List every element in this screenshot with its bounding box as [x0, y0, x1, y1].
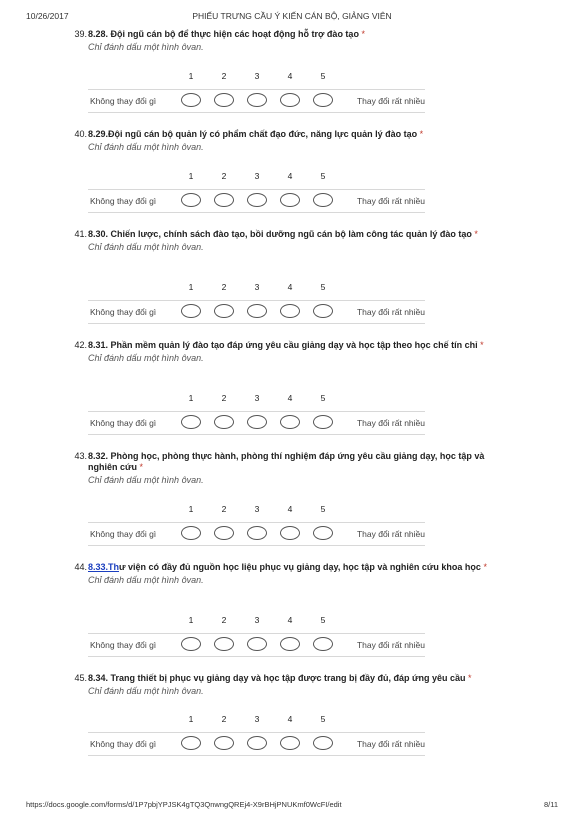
scale-option-4-radio[interactable] — [280, 93, 300, 107]
page-title: PHIẾU TRƯNG CẦU Ý KIẾN CÁN BỘ, GIẢNG VIÊN — [192, 11, 392, 21]
question-text — [88, 451, 510, 473]
scale-row — [88, 633, 425, 657]
scale-number-5: 5 — [320, 615, 326, 625]
scale-option-3-radio[interactable] — [247, 637, 267, 651]
scale-option-5-radio[interactable] — [313, 637, 333, 651]
required-marker: * — [468, 673, 472, 683]
scale-number-1: 1 — [188, 714, 194, 724]
scale-high-label: Thay đổi rất nhiều — [356, 640, 425, 650]
scale-numbers — [88, 504, 425, 516]
question-number: 42. — [74, 340, 87, 350]
scale-number-3: 3 — [254, 504, 260, 514]
scale-option-2-radio[interactable] — [214, 637, 234, 651]
question-hint: Chỉ đánh dấu một hình ôvan. — [88, 353, 204, 363]
scale-low-label: Không thay đổi gì — [90, 307, 157, 317]
scale-low-label: Không thay đổi gì — [90, 418, 157, 428]
scale-high-label: Thay đổi rất nhiều — [356, 529, 425, 539]
scale-row — [88, 300, 425, 324]
scale-number-5: 5 — [320, 282, 326, 292]
scale-option-3-radio[interactable] — [247, 415, 267, 429]
scale-number-4: 4 — [287, 504, 293, 514]
question-text-content: ư viện có đầy đủ nguồn học liệu phục vụ giảng dạy, học tập và nghiên cứu khoa học — [119, 562, 481, 572]
scale-option-2-radio[interactable] — [214, 736, 234, 750]
scale-number-4: 4 — [287, 615, 293, 625]
question-text — [88, 340, 510, 351]
question-42 — [70, 340, 510, 363]
required-marker: * — [139, 462, 144, 472]
scale-number-3: 3 — [254, 282, 260, 292]
question-number: 39. — [74, 29, 87, 39]
question-number: 41. — [74, 229, 87, 239]
scale-number-3: 3 — [254, 171, 260, 181]
scale-number-4: 4 — [287, 171, 293, 181]
required-marker: * — [480, 340, 484, 350]
scale-low-label: Không thay đổi gì — [90, 196, 157, 206]
question-hint: Chỉ đánh dấu một hình ôvan. — [88, 475, 204, 485]
scale-option-3-radio[interactable] — [247, 93, 267, 107]
question-text — [88, 29, 510, 40]
scale-number-2: 2 — [221, 504, 227, 514]
required-marker: * — [419, 129, 424, 139]
scale-option-3-radio[interactable] — [247, 736, 267, 750]
scale-number-1: 1 — [188, 71, 194, 81]
scale-option-5-radio[interactable] — [313, 193, 333, 207]
question-text — [88, 562, 510, 573]
scale-number-4: 4 — [287, 282, 293, 292]
required-marker: * — [361, 29, 365, 39]
question-39 — [70, 29, 510, 52]
scale-number-5: 5 — [320, 504, 326, 514]
question-44 — [70, 562, 510, 585]
question-text-content: 8.34. Trang thiết bị phục vụ giảng dạy và học tập được trang bị đầy đủ, đáp ứng yêu cầu — [88, 673, 466, 683]
scale-numbers — [88, 714, 425, 726]
question-43 — [70, 451, 510, 485]
scale-high-label: Thay đổi rất nhiều — [356, 307, 425, 317]
question-title — [70, 340, 510, 351]
scale-high-label: Thay đổi rất nhiều — [356, 196, 425, 206]
question-title — [70, 129, 510, 140]
print-date: 10/26/2017 — [26, 11, 69, 21]
question-text-content: 8.28. Đội ngũ cán bộ để thực hiện các hoạt động hỗ trợ đào tạo — [88, 29, 359, 39]
scale-option-2-radio[interactable] — [214, 304, 234, 318]
scale-high-label: Thay đổi rất nhiều — [356, 739, 425, 749]
scale-number-4: 4 — [287, 393, 293, 403]
scale-option-4-radio[interactable] — [280, 415, 300, 429]
footer-url: https://docs.google.com/forms/d/1P7pbjYPJSK4gTQ3QnwngQREj4-X9rBHjPNUKmf0WcFI/edit — [26, 800, 342, 809]
scale-option-1-radio[interactable] — [181, 736, 201, 750]
question-title — [70, 562, 510, 573]
scale-number-5: 5 — [320, 71, 326, 81]
question-text — [88, 229, 510, 240]
scale-number-1: 1 — [188, 171, 194, 181]
page-number: 8/11 — [543, 800, 558, 809]
scale-option-2-radio[interactable] — [214, 526, 234, 540]
scale-number-2: 2 — [221, 71, 227, 81]
scale-option-1-radio[interactable] — [181, 304, 201, 318]
scale-option-1-radio[interactable] — [181, 193, 201, 207]
scale-option-5-radio[interactable] — [313, 304, 333, 318]
scale-low-label: Không thay đổi gì — [90, 96, 157, 106]
scale-option-4-radio[interactable] — [280, 736, 300, 750]
question-text — [88, 673, 510, 684]
question-number: 44. — [74, 562, 87, 572]
question-text-content: 8.29.Đội ngũ cán bộ quản lý có phẩm chất đạo đức, năng lực quản lý đào tạo — [88, 129, 418, 139]
scale-option-2-radio[interactable] — [214, 193, 234, 207]
scale-option-1-radio[interactable] — [181, 637, 201, 651]
scale-number-2: 2 — [221, 714, 227, 724]
scale-numbers — [88, 393, 425, 405]
scale-option-4-radio[interactable] — [280, 304, 300, 318]
question-number: 45. — [74, 673, 87, 683]
scale-option-5-radio[interactable] — [313, 526, 333, 540]
question-text-content: 8.32. Phòng học, phòng thực hành, phòng thí nghiệm đáp ứng yêu cầu giảng dạy, học tập và nghiên cứu — [88, 451, 485, 472]
question-hint: Chỉ đánh dấu một hình ôvan. — [88, 686, 204, 696]
question-40 — [70, 129, 510, 152]
scale-option-4-radio[interactable] — [280, 526, 300, 540]
scale-number-2: 2 — [221, 615, 227, 625]
question-title — [70, 673, 510, 684]
scale-high-label: Thay đổi rất nhiều — [356, 96, 425, 106]
question-title — [70, 451, 510, 473]
question-hint: Chỉ đánh dấu một hình ôvan. — [88, 142, 204, 152]
scale-low-label: Không thay đổi gì — [90, 640, 157, 650]
scale-number-3: 3 — [254, 714, 260, 724]
question-hint: Chỉ đánh dấu một hình ôvan. — [88, 575, 204, 585]
scale-high-label: Thay đổi rất nhiều — [356, 418, 425, 428]
question-hint: Chỉ đánh dấu một hình ôvan. — [88, 242, 204, 252]
scale-low-label: Không thay đổi gì — [90, 739, 157, 749]
scale-numbers — [88, 71, 425, 83]
scale-number-5: 5 — [320, 171, 326, 181]
question-text-content: 8.30. Chiến lược, chính sách đào tạo, bồi dưỡng ngũ cán bộ làm công tác quản lý đào tạo — [88, 229, 472, 239]
scale-number-1: 1 — [188, 393, 194, 403]
scale-row — [88, 522, 425, 546]
scale-numbers — [88, 282, 425, 294]
scale-number-3: 3 — [254, 71, 260, 81]
question-text — [88, 129, 510, 140]
scale-row — [88, 189, 425, 213]
scale-option-1-radio[interactable] — [181, 93, 201, 107]
scale-number-5: 5 — [320, 714, 326, 724]
question-link[interactable]: 8.33.Th — [88, 562, 120, 572]
scale-number-3: 3 — [254, 615, 260, 625]
scale-option-2-radio[interactable] — [214, 415, 234, 429]
question-title — [70, 29, 510, 40]
scale-row — [88, 732, 425, 756]
scale-row — [88, 411, 425, 435]
scale-number-5: 5 — [320, 393, 326, 403]
question-41 — [70, 229, 510, 252]
scale-option-5-radio[interactable] — [313, 736, 333, 750]
scale-number-4: 4 — [287, 714, 293, 724]
scale-number-1: 1 — [188, 504, 194, 514]
required-marker: * — [474, 229, 478, 239]
scale-numbers — [88, 171, 425, 183]
scale-number-2: 2 — [221, 393, 227, 403]
question-hint: Chỉ đánh dấu một hình ôvan. — [88, 42, 204, 52]
scale-number-1: 1 — [188, 282, 194, 292]
scale-option-1-radio[interactable] — [181, 526, 201, 540]
required-marker: * — [483, 562, 487, 572]
question-number: 40. — [74, 129, 87, 139]
scale-low-label: Không thay đổi gì — [90, 529, 157, 539]
scale-option-5-radio[interactable] — [313, 93, 333, 107]
scale-number-2: 2 — [221, 282, 227, 292]
scale-numbers — [88, 615, 425, 627]
scale-option-4-radio[interactable] — [280, 193, 300, 207]
scale-option-3-radio[interactable] — [247, 193, 267, 207]
scale-option-3-radio[interactable] — [247, 526, 267, 540]
scale-number-1: 1 — [188, 615, 194, 625]
scale-row — [88, 89, 425, 113]
question-45 — [70, 673, 510, 696]
scale-option-2-radio[interactable] — [214, 93, 234, 107]
scale-number-4: 4 — [287, 71, 293, 81]
question-title — [70, 229, 510, 240]
scale-option-4-radio[interactable] — [280, 637, 300, 651]
scale-number-3: 3 — [254, 393, 260, 403]
scale-option-1-radio[interactable] — [181, 415, 201, 429]
scale-option-3-radio[interactable] — [247, 304, 267, 318]
question-number: 43. — [74, 451, 87, 461]
scale-number-2: 2 — [221, 171, 227, 181]
question-text-content: 8.31. Phần mềm quản lý đào tạo đáp ứng yêu cầu giảng dạy và học tập theo học chế tín chỉ — [88, 340, 478, 350]
scale-option-5-radio[interactable] — [313, 415, 333, 429]
